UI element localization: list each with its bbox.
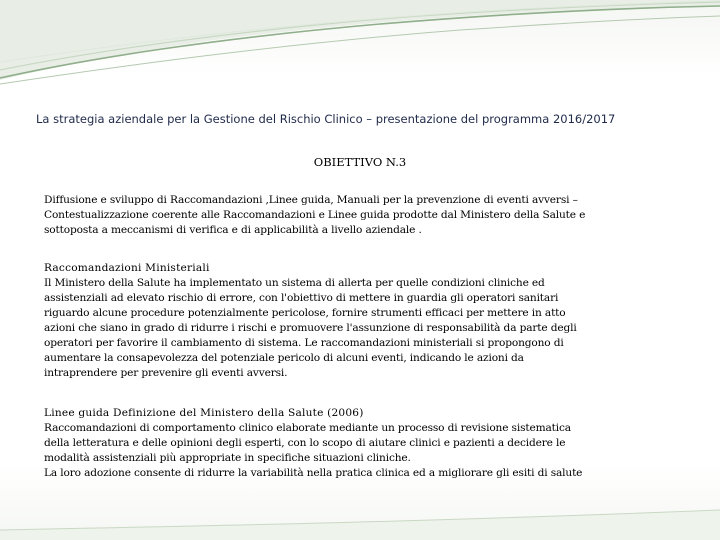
paragraph-diffusione xyxy=(44,193,684,238)
section-linee-guida xyxy=(44,406,684,481)
section-heading: Linee guida Definizione del Ministero della Salute (2006) xyxy=(44,407,364,419)
paragraph-line: modalità assistenziali più appropriate in specifiche situazioni cliniche. xyxy=(44,452,411,464)
paragraph-line: riguardo alcune procedure potenzialmente pericolose, fornire strumenti efficaci per mettere in atto xyxy=(44,307,566,319)
section-heading: Raccomandazioni Ministeriali xyxy=(44,262,210,274)
paragraph-line: operatori per favorire il cambiamento di sistema. Le raccomandazioni ministeriali si propongono di xyxy=(44,337,564,349)
paragraph-line: Contestualizzazione coerente alle Raccomandazioni e Linee guida prodotte dal Ministero della Salute e xyxy=(44,209,586,221)
paragraph-line: sottoposta a meccanismi di verifica e di applicabilità a livello aziendale . xyxy=(44,224,422,236)
paragraph-line: Diffusione e sviluppo di Raccomandazioni ,Linee guida, Manuali per la prevenzione di eventi avversi – xyxy=(44,194,578,206)
paragraph-line: aumentare la consapevolezza del potenziale pericolo di alcuni eventi, indicando le azioni da xyxy=(44,352,524,364)
paragraph-line: La loro adozione consente di ridurre la variabilità nella pratica clinica ed a migliorare gli esiti di salute xyxy=(44,467,583,479)
top-wave-decoration xyxy=(0,0,720,90)
paragraph-line: azioni che siano in grado di ridurre i rischi e promuovere l'assunzione di responsabilità da parte degli xyxy=(44,322,577,334)
paragraph-line: della letteratura e delle opinioni degli esperti, con lo scopo di aiutare clinici e pazienti a decidere le xyxy=(44,437,566,449)
paragraph-line: assistenziali ad elevato rischio di errore, con l'obiettivo di mettere in guardia gli operatori sanitari xyxy=(44,292,559,304)
section-raccomandazioni-ministeriali xyxy=(44,261,684,381)
slide-header-title: La strategia aziendale per la Gestione del Rischio Clinico – presentazione del programma 2016/2017 xyxy=(36,112,616,126)
objective-heading: OBIETTIVO N.3 xyxy=(313,155,407,169)
paragraph-line: intraprendere per prevenire gli eventi avversi. xyxy=(44,367,288,379)
paragraph-line: Il Ministero della Salute ha implementato un sistema di allerta per quelle condizioni cliniche ed xyxy=(44,277,545,289)
bottom-wave-decoration xyxy=(0,500,720,540)
paragraph-line: Raccomandazioni di comportamento clinico elaborate mediante un processo di revisione sistematica xyxy=(44,422,571,434)
